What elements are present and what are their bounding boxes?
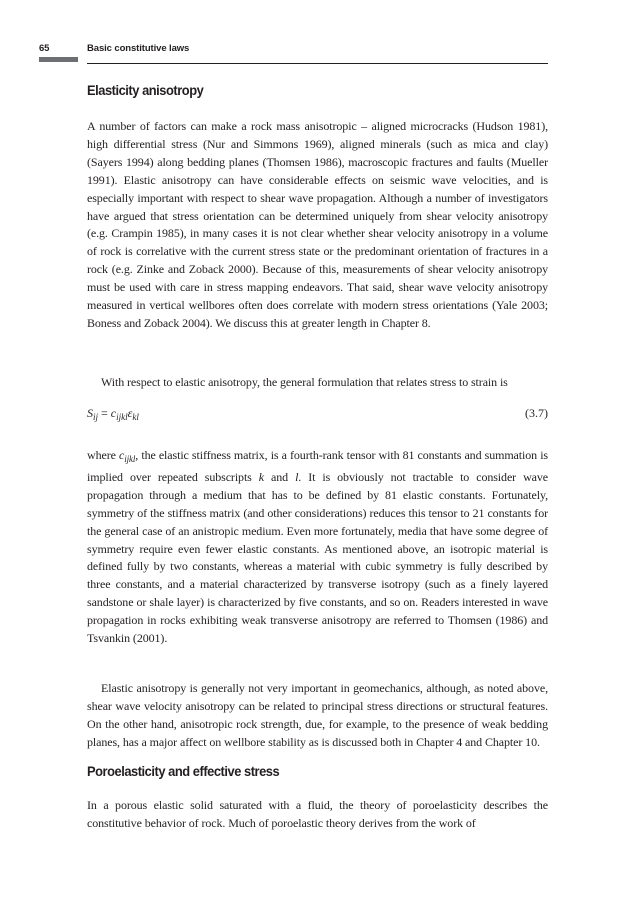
page-number: 65 xyxy=(39,43,50,54)
paragraph-geomechanics-importance: Elastic anisotropy is generally not very important in geomechanics, although, as noted above, shear wave velocity anisotropy can be related to principal stress directions or structural features. On the other hand, anisotropic rock strength, due, for example, to the presence of weak bedding planes, has a major affect on wellbore stability as is discussed both in Chapter 4 and Chapter 10. xyxy=(87,681,548,749)
eq-rhs-epsilon: ε xyxy=(127,406,133,420)
para3-symbol-subscript: ijkl xyxy=(124,454,136,464)
eq-lhs-subscript: ij xyxy=(93,412,99,422)
para3-k: k xyxy=(258,469,264,484)
eq-lhs: S xyxy=(87,406,93,420)
para3-mid: , the elastic stiffness matrix, is a fourth-rank tensor with 81 constants and summation is implied over repeated subscripts xyxy=(87,448,548,484)
paragraph-general-formulation: With respect to elastic anisotropy, the general formulation that relates stress to strain is xyxy=(101,375,508,389)
eq-rhs-epsilon-subscript: kl xyxy=(132,412,139,422)
equation-3-7 xyxy=(87,406,548,426)
section-heading-poroelasticity: Poroelasticity and effective stress xyxy=(87,763,280,779)
paragraph-stiffness-matrix xyxy=(87,447,548,648)
paragraph-anisotropy-factors: A number of factors can make a rock mass anisotropic – aligned microcracks (Hudson 1981), high differential stress (Nur and Simmons 1969), aligned minerals (such as mica and clay) (Sayers 1994) along bedding planes (Thomsen 1986), macroscopic fractures and faults (Mueller 1991). Elastic anisotropy can have considerable effects on seismic wave velocities, and is especially important with respect to shear wave propagation. Although a number of investigators have argued that stress orientation can be determined uniquely from shear velocity anisotropy (e.g. Crampin 1985), in many cases it is not clear whether shear velocity anisotropy in a volume of rock is correlative with the current stress state or the predominant orientation of fractures in a rock (e.g. Zinke and Zoback 2000). Because of this, measurements of shear velocity anisotropy must be used with care in stress mapping endeavors. That said, shear wave velocity anisotropy measured in vertical wellbores often does correlate with modern stress orientations (Yale 2003; Boness and Zoback 2004). We discuss this at greater length in Chapter 8. xyxy=(87,119,548,330)
eq-rhs-c-subscript: ijkl xyxy=(116,412,128,422)
running-head xyxy=(39,43,548,59)
running-title: Basic constitutive laws xyxy=(87,43,190,54)
eq-rhs-c: c xyxy=(110,406,117,420)
section-heading-elasticity-anisotropy: Elasticity anisotropy xyxy=(87,82,204,98)
para3-l: l xyxy=(295,469,299,484)
header-rule xyxy=(87,63,548,64)
header-bar-decoration xyxy=(39,57,78,62)
para3-rest: . It is obviously not tractable to consider wave propagation through a medium that has to be defined by 81 elastic constants. Fortunately, symmetry of the stiffness matrix (and other considerations) reduces this tensor to 21 constants for the general case of an anistropic medium. Even more fortunately, media that have some degree of symmetry require even fewer elastic constants. As mentioned above, an isotropic material is defined fully by two constants, whereas a material with cubic symmetry is fully described by three constants, and a material characterized by transverse isotropy (such as a finely layered sandstone or shale layer) is characterized by five constants, and so on. Readers interested in wave propagation in rocks exhibiting weak transverse anisotropy are referred to Thomsen (1986) and Tsvankin (2001). xyxy=(87,469,548,646)
para3-symbol-c: c xyxy=(118,448,125,462)
para3-start: where xyxy=(87,448,119,462)
equation-body xyxy=(87,406,139,422)
para3-and: and xyxy=(264,469,296,484)
paragraph-poroelasticity-intro: In a porous elastic solid saturated with a fluid, the theory of poroelasticity describes the constitutive behavior of rock. Much of poroelastic theory derives from the work of xyxy=(87,798,548,830)
equation-number: (3.7) xyxy=(525,406,548,420)
eq-equals: = xyxy=(98,406,111,420)
